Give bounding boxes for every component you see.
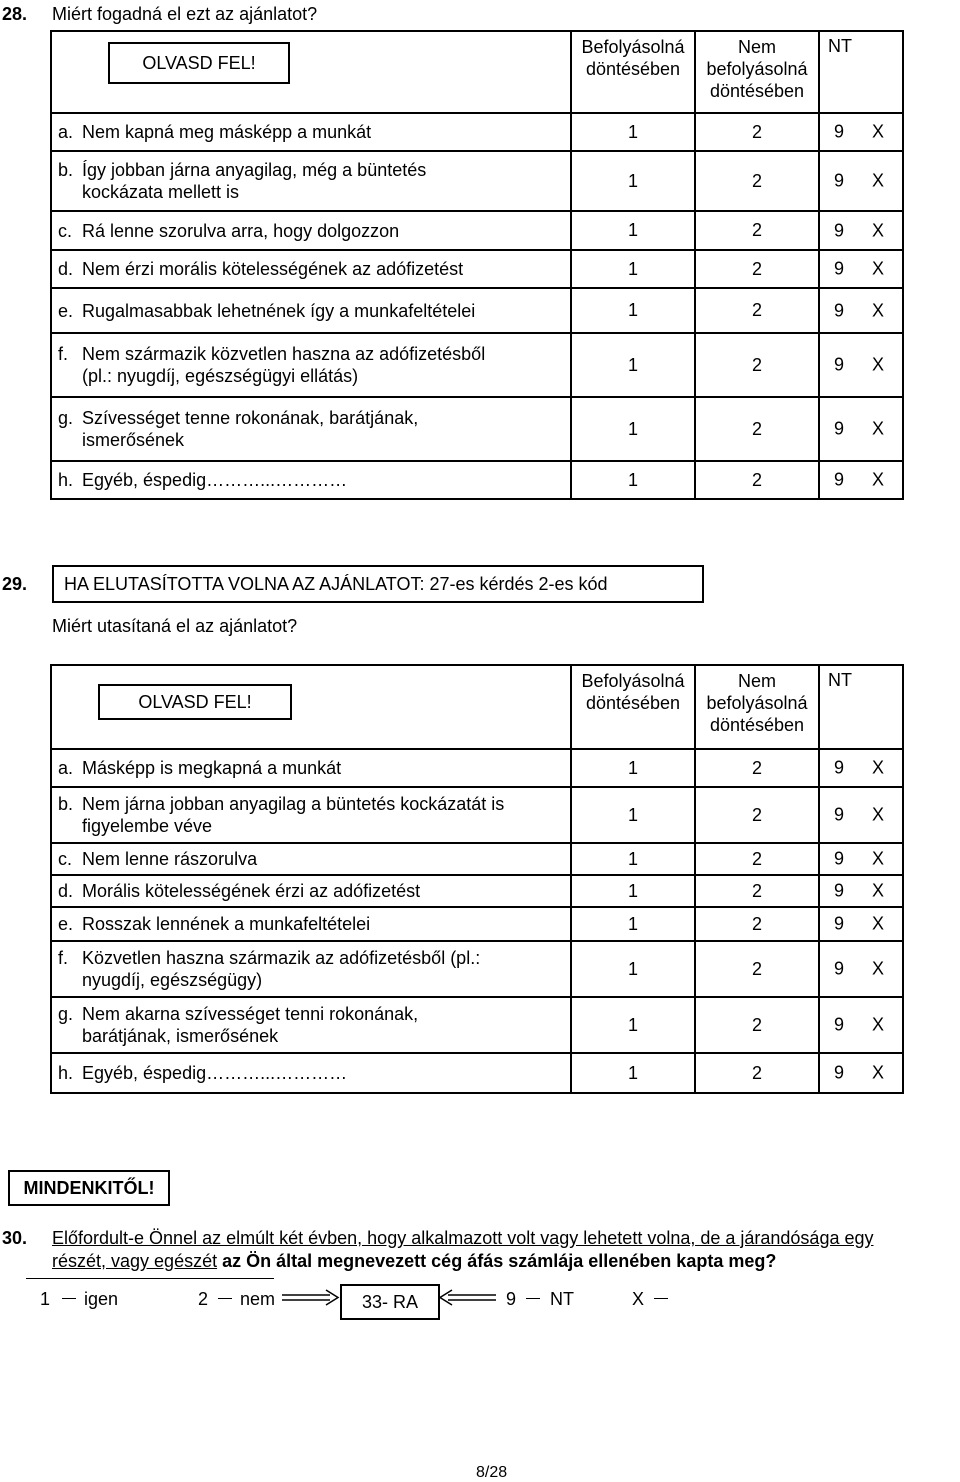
code-x[interactable]: X — [872, 300, 885, 320]
row-label — [51, 875, 571, 907]
row-text — [82, 913, 370, 935]
row-text — [82, 469, 347, 491]
page-number: 8/28 — [476, 1464, 508, 1481]
q29-header-no-influence — [695, 665, 819, 749]
code-x[interactable]: X — [872, 469, 885, 490]
row-text — [82, 848, 257, 870]
code-2-option[interactable]: 2 — [695, 211, 819, 250]
table-row — [51, 941, 903, 997]
code-9[interactable]: 9 — [834, 258, 845, 279]
code-9-x-option[interactable] — [819, 843, 903, 875]
row-text-line: (pl.: nyugdíj, egészségügyi ellátás) — [82, 366, 359, 386]
row-text-line: Nem akarna szívességet tenni rokonának, — [82, 1004, 419, 1024]
row-letter: a. — [58, 758, 74, 778]
row-text — [82, 757, 341, 779]
code-2-option[interactable]: 2 — [695, 997, 819, 1053]
code-9[interactable]: 9 — [834, 1062, 845, 1083]
code-1-option[interactable]: 1 — [571, 113, 695, 151]
header-line: döntésében — [585, 59, 681, 79]
row-label — [51, 749, 571, 787]
row-letter: a. — [58, 122, 74, 142]
header-line: döntésében — [585, 693, 681, 713]
row-text-line: Másképp is megkapná a munkát — [82, 758, 342, 778]
code-x[interactable]: X — [872, 354, 885, 375]
code-9[interactable]: 9 — [834, 757, 845, 778]
row-text — [82, 947, 480, 991]
header-line: döntésében — [709, 715, 805, 735]
table-row — [51, 250, 903, 288]
q28-table — [50, 30, 904, 500]
row-text-line: Rugalmasabbak lehetnének így a munkafeltételei — [82, 300, 476, 321]
code-2-option[interactable]: 2 — [695, 875, 819, 907]
code-2-option[interactable]: 2 — [695, 461, 819, 499]
code-9-x-option[interactable] — [819, 875, 903, 907]
row-letter: g. — [58, 408, 74, 428]
code-9-x-option[interactable] — [819, 113, 903, 151]
code-1-option[interactable]: 1 — [571, 211, 695, 250]
code-2-option[interactable]: 2 — [695, 151, 819, 211]
q28-instruction-box — [108, 42, 290, 84]
code-1-option[interactable]: 1 — [571, 875, 695, 907]
code-1-option[interactable]: 1 — [571, 461, 695, 499]
row-letter: f. — [58, 948, 69, 968]
row-text — [82, 880, 420, 902]
row-text — [82, 1062, 347, 1084]
row-label — [51, 151, 571, 211]
q28-header-influence — [571, 31, 695, 113]
code-2-option[interactable]: 2 — [695, 333, 819, 397]
table-row — [51, 787, 903, 843]
code-9-x-option[interactable] — [819, 907, 903, 941]
code-9[interactable]: 9 — [834, 121, 845, 142]
code-9-x-option[interactable] — [819, 397, 903, 461]
code-1-option[interactable]: 1 — [571, 941, 695, 997]
row-letter: f. — [58, 344, 69, 364]
code-9-x-option[interactable] — [819, 997, 903, 1053]
code-9-x-option[interactable] — [819, 288, 903, 333]
row-text — [82, 220, 399, 242]
code-9[interactable]: 9 — [834, 1014, 845, 1035]
code-9-x-option[interactable] — [819, 787, 903, 843]
code-9[interactable]: 9 — [834, 170, 845, 191]
row-text-line: Nem érzi morális kötelességének az adófizetést — [82, 259, 464, 279]
table-row — [51, 151, 903, 211]
header-line: befolyásolná — [706, 59, 808, 79]
q30-skip-box — [340, 1284, 440, 1320]
code-2-option[interactable]: 2 — [695, 1053, 819, 1093]
header-line: döntésében — [709, 81, 805, 101]
code-1-option[interactable]: 1 — [571, 333, 695, 397]
row-label — [51, 113, 571, 151]
q30-ax-code: X — [632, 1289, 645, 1309]
header-line: befolyásolná — [706, 693, 808, 713]
row-text-line: Nem kapná meg másképp a munkát — [82, 122, 372, 142]
q29-instruction-box — [98, 684, 292, 720]
code-9[interactable]: 9 — [834, 958, 845, 979]
code-2-option[interactable]: 2 — [695, 907, 819, 941]
q30-a2-label: nem — [240, 1289, 276, 1309]
q29-question: Miért utasítaná el az ajánlatot? — [52, 616, 298, 636]
dash — [62, 1298, 76, 1299]
code-x[interactable]: X — [872, 958, 885, 979]
dash — [654, 1298, 668, 1299]
code-9[interactable]: 9 — [834, 418, 845, 439]
q30-a9-label: NT — [550, 1289, 574, 1309]
row-letter: g. — [58, 1004, 74, 1024]
table-row — [51, 1053, 903, 1093]
code-2-option[interactable]: 2 — [695, 113, 819, 151]
row-text-line: Morális kötelességének érzi az adófizetést — [82, 881, 421, 901]
row-label — [51, 333, 571, 397]
code-x[interactable]: X — [872, 757, 885, 778]
code-1-option[interactable]: 1 — [571, 787, 695, 843]
code-x[interactable]: X — [872, 121, 885, 142]
code-9-x-option[interactable] — [819, 749, 903, 787]
q29-number: 29. — [2, 574, 28, 594]
row-text-line: Rosszak lennének a munkafeltételei — [82, 914, 371, 934]
row-letter: d. — [58, 259, 74, 279]
header-line: Befolyásolná — [581, 37, 685, 57]
q29-header-nt: NT — [819, 665, 903, 749]
code-9-x-option[interactable] — [819, 333, 903, 397]
q30-divider — [26, 1278, 274, 1279]
q30-text-underlined-2: részét, vagy egészét — [52, 1251, 218, 1271]
code-9[interactable]: 9 — [834, 220, 845, 240]
code-x[interactable]: X — [872, 170, 885, 191]
code-x[interactable]: X — [872, 880, 885, 901]
table-row — [51, 875, 903, 907]
code-9-x-option[interactable] — [819, 461, 903, 499]
code-2-option[interactable]: 2 — [695, 941, 819, 997]
row-label — [51, 941, 571, 997]
right-arrow-icon — [282, 1288, 342, 1308]
q30-text-underlined-1: Előfordult-e Önnel az elmúlt két évben, hogy alkalmazott volt vagy lehetett volna, de a járandósága egy — [52, 1228, 874, 1248]
table-row — [51, 113, 903, 151]
code-2-option[interactable]: 2 — [695, 787, 819, 843]
q29-header-influence — [571, 665, 695, 749]
row-label — [51, 288, 571, 333]
left-arrow-icon — [438, 1288, 498, 1308]
code-1-option[interactable]: 1 — [571, 151, 695, 211]
code-9[interactable]: 9 — [834, 913, 845, 934]
q28-instruction-cell — [51, 31, 571, 113]
q29-instruction-cell — [51, 665, 571, 749]
row-letter: h. — [58, 1063, 74, 1083]
code-x[interactable]: X — [872, 258, 885, 279]
row-text — [82, 407, 418, 451]
row-letter: c. — [58, 220, 73, 241]
row-label — [51, 1053, 571, 1093]
q28-header-nt: NT — [819, 31, 903, 113]
code-9-x-option[interactable] — [819, 941, 903, 997]
code-9-x-option[interactable] — [819, 250, 903, 288]
code-9[interactable]: 9 — [834, 848, 845, 869]
dash — [526, 1298, 540, 1299]
code-1-option[interactable]: 1 — [571, 997, 695, 1053]
row-text-line: figyelembe véve — [82, 816, 213, 836]
row-label — [51, 461, 571, 499]
code-9-x-option[interactable] — [819, 211, 903, 250]
row-label — [51, 787, 571, 843]
code-x[interactable]: X — [872, 848, 885, 869]
q28-header-no-influence — [695, 31, 819, 113]
code-x[interactable]: X — [872, 418, 885, 439]
row-text-line: Egyéb, éspedig………...………… — [82, 1063, 348, 1083]
row-text — [82, 159, 426, 203]
header-line: Nem — [737, 37, 776, 57]
header-line: Befolyásolná — [581, 671, 685, 691]
q28-number: 28. — [2, 4, 28, 24]
code-x[interactable]: X — [872, 220, 885, 240]
row-text — [82, 1003, 418, 1047]
code-1-option[interactable]: 1 — [571, 397, 695, 461]
row-label — [51, 397, 571, 461]
code-x[interactable]: X — [872, 804, 885, 825]
q30-text-bold: az Ön által megnevezett cég áfás számlája ellenében kapta meg? — [222, 1251, 777, 1271]
row-letter: h. — [58, 470, 74, 490]
row-text — [82, 300, 475, 322]
row-label — [51, 250, 571, 288]
table-row — [51, 997, 903, 1053]
code-9[interactable]: 9 — [834, 804, 845, 825]
q30-a1-label: igen — [84, 1289, 119, 1309]
row-text — [82, 121, 371, 143]
code-2-option[interactable]: 2 — [695, 397, 819, 461]
code-2-option[interactable]: 2 — [695, 843, 819, 875]
row-text — [82, 793, 504, 837]
q30-a1-code: 1 — [40, 1289, 51, 1309]
row-label — [51, 211, 571, 250]
q30-a9-code: 9 — [506, 1289, 517, 1309]
row-text-line: Nem járna jobban anyagilag a büntetés kockázatát is — [82, 794, 505, 814]
table-row — [51, 749, 903, 787]
row-text-line: nyugdíj, egészségügy) — [82, 970, 263, 990]
row-text-line: barátjának, ismerősének — [82, 1026, 279, 1046]
q30-text-line2 — [52, 1251, 952, 1272]
q30-text-line1 — [52, 1228, 952, 1249]
code-x[interactable]: X — [872, 1062, 885, 1083]
q29-table — [50, 664, 904, 1094]
code-x[interactable]: X — [872, 1014, 885, 1035]
code-9[interactable]: 9 — [834, 880, 845, 901]
table-row — [51, 211, 903, 250]
code-1-option[interactable]: 1 — [571, 250, 695, 288]
dash — [218, 1298, 232, 1299]
row-letter: c. — [58, 849, 73, 869]
row-text — [82, 343, 485, 387]
row-letter: e. — [58, 300, 74, 321]
row-letter: b. — [58, 794, 74, 814]
q28-instruction: OLVASD FEL! — [142, 52, 256, 73]
row-label — [51, 907, 571, 941]
code-1-option[interactable]: 1 — [571, 843, 695, 875]
code-9[interactable]: 9 — [834, 354, 845, 375]
table-row — [51, 397, 903, 461]
code-1-option[interactable]: 1 — [571, 749, 695, 787]
code-2-option[interactable]: 2 — [695, 250, 819, 288]
row-text-line: Így jobban járna anyagilag, még a büntetés — [82, 160, 427, 180]
row-text-line: Közvetlen haszna származik az adófizetésből (pl.: — [82, 948, 481, 968]
row-text-line: ismerősének — [82, 430, 185, 450]
code-9-x-option[interactable] — [819, 1053, 903, 1093]
row-text — [82, 258, 463, 280]
code-x[interactable]: X — [872, 913, 885, 934]
row-letter: d. — [58, 881, 74, 901]
code-9-x-option[interactable] — [819, 151, 903, 211]
row-text-line: Nem származik közvetlen haszna az adófizetésből — [82, 344, 486, 364]
table-row — [51, 907, 903, 941]
code-2-option[interactable]: 2 — [695, 288, 819, 333]
mindenkitol-box — [8, 1170, 170, 1206]
row-text-line: Egyéb, éspedig………...………… — [82, 470, 348, 490]
table-row — [51, 461, 903, 499]
q28-question: Miért fogadná el ezt az ajánlatot? — [52, 4, 318, 24]
code-1-option[interactable]: 1 — [571, 288, 695, 333]
table-row — [51, 288, 903, 333]
row-label — [51, 843, 571, 875]
row-label — [51, 997, 571, 1053]
code-1-option[interactable]: 1 — [571, 1053, 695, 1093]
row-text-line: Szívességet tenne rokonának, barátjának, — [82, 408, 419, 428]
q29-instruction: OLVASD FEL! — [138, 691, 252, 712]
code-1-option[interactable]: 1 — [571, 907, 695, 941]
code-9[interactable]: 9 — [834, 300, 845, 320]
row-text-line: Nem lenne rászorulva — [82, 849, 258, 869]
row-letter: e. — [58, 914, 74, 934]
table-row — [51, 843, 903, 875]
row-text-line: Rá lenne szorulva arra, hogy dolgozzon — [82, 220, 400, 241]
mindenkitol-label: MINDENKITŐL! — [23, 1177, 155, 1198]
q30-a2-code: 2 — [198, 1289, 209, 1309]
q29-filter-box — [52, 565, 704, 603]
q30-skip: 33- RA — [361, 1291, 419, 1312]
row-letter: b. — [58, 160, 74, 180]
table-row — [51, 333, 903, 397]
row-text-line: kockázata mellett is — [82, 182, 240, 202]
q30-number: 30. — [2, 1228, 28, 1248]
q29-filter: HA ELUTASÍTOTTA VOLNA AZ AJÁNLATOT: 27-es kérdés 2-es kód — [64, 573, 608, 594]
header-line: Nem — [737, 671, 776, 691]
code-9[interactable]: 9 — [834, 469, 845, 490]
code-2-option[interactable]: 2 — [695, 749, 819, 787]
